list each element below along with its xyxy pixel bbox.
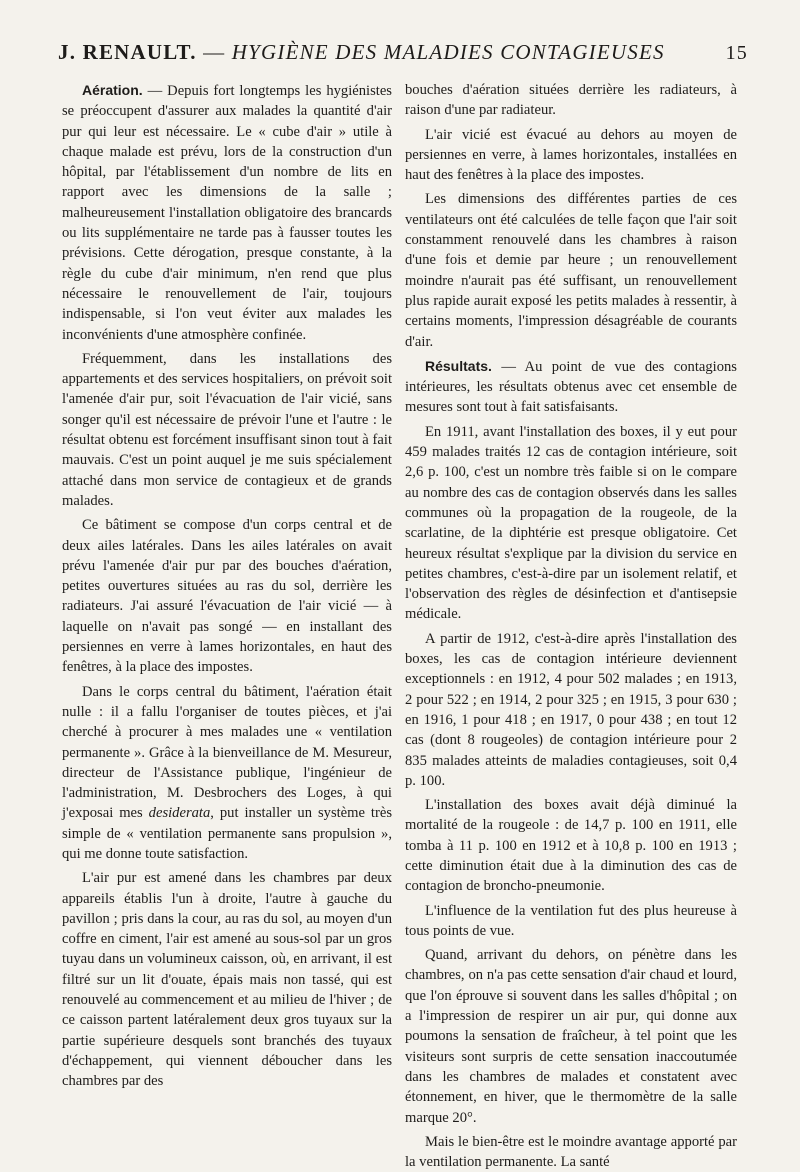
section-heading-resultats: Résultats. bbox=[425, 357, 492, 374]
paragraph: L'air pur est amené dans les chambres par deux appareils établis l'un à droite, l'autre à gauche du pavillon ; pris dans la cour, au ras du sol, au moyen d'un coffre en ciment, l'air est amené au sous-sol par un gros tuyau dans un volumineux caisson, où, en arrivant, il est filtré sur un lit d'ouate, épais mais non tassé, qui est renouvelé au commencement et au milieu de l'hiver ; de ce caisson partent latéralement deux gros tuyaux sur la partie supérieure desquels sont branchés des tuyaux d'échappement, qui viennent déboucher dans les chambres par des bbox=[62, 870, 392, 1090]
paragraph-text: , put installer un système très simple de « ventilation permanente sans propulsion », qui me donne toute satisfaction. bbox=[62, 805, 392, 862]
section-heading-aeration: Aération. bbox=[82, 82, 143, 98]
chapter-subject: HYGIÈNE DES MALADIES CONTAGIEUSES bbox=[231, 40, 665, 64]
running-header bbox=[58, 40, 748, 65]
paragraph-aeration bbox=[62, 80, 392, 345]
paragraph: Fréquemment, dans les installations des appartements et des services hospitaliers, on prévoit soit l'amenée d'air pur, soit l'évacuation de l'air vicié, sans songer qu'il est nécessaire de prévoir l'une et l'autre : le résultat obtenu est forcément insuffisant sinon tout à fait mauvais. C'est un point auquel je me suis spécialement attaché dans mon service de contagieux et de grands malades. bbox=[62, 350, 392, 509]
paragraph: Ce bâtiment se compose d'un corps central et de deux ailes latérales. Dans les ailes latérales on avait prévu l'amenée d'air pur par des bouches d'aération, petites ouvertures situées au ras du sol, derrière les radiateurs. J'ai assuré l'évacuation de l'air vicié — à laquelle on n'avait pas songé — en installant des persiennes en verre à lames horizontales, en haut des fenêtres, à la place des impostes. bbox=[62, 517, 392, 676]
paragraph-continued: bouches d'aération situées derrière les radiateurs, à raison d'une par radiateur. bbox=[405, 82, 737, 119]
paragraph: L'air vicié est évacué au dehors au moyen de persiennes en verre, à lames horizontales, installées en haut des fenêtres à la place des impostes. bbox=[405, 126, 737, 184]
paragraph-text: Dans le corps central du bâtiment, l'aération était nulle : il a fallu l'organiser de toutes pièces, et j'ai cherché à procurer à mes malades une « ventilation permanente ». Grâce à la bienveillance de M. Mesureur, directeur de l'Assistance publique, l'ingénieur de l'administration, M. Desbrochers des Loges, à qui j'exposai mes bbox=[62, 683, 392, 822]
emphasis-term: desiderata bbox=[148, 805, 211, 822]
right-column bbox=[405, 80, 737, 1171]
paragraph: L'influence de la ventilation fut des plus heureuse à tous points de vue. bbox=[405, 902, 737, 939]
paragraph bbox=[62, 682, 392, 865]
running-title bbox=[58, 40, 665, 65]
title-separator: — bbox=[196, 40, 232, 64]
paragraph: A partir de 1912, c'est-à-dire après l'installation des boxes, les cas de contagion intérieure deviennent exceptionnels : en 1912, 4 pour 502 malades ; en 1913, 2 pour 522 ; en 1914, 2 pour 325 ; en 1915, 3 pour 630 ; en 1916, 1 pour 418 ; en 1917, 0 pour 438 ; en tout 12 cas (dont 8 rougeoles) de contagion intérieure pour 2 835 malades atteints de maladies contagieuses, soit 0,4 p. 100. bbox=[405, 630, 737, 789]
paragraph: L'installation des boxes avait déjà diminué la mortalité de la rougeole : de 14,7 p. 100 en 1911, elle tomba à 11 p. 100 en 1912 et à 10,8 p. 100 en 1913 ; cette diminution était due à la diminution des cas de contagion de broncho-pneumonie. bbox=[405, 797, 737, 895]
paragraph-text: — Au point de vue des contagions intérieures, les résultats obtenus avec cet ensemble de mesures sont tout à fait satisfaisants. bbox=[405, 358, 737, 416]
page-number: 15 bbox=[725, 42, 748, 64]
paragraph: En 1911, avant l'installation des boxes, il y eut pour 459 malades traités 12 cas de contagion intérieure, soit 2,6 p. 100, c'est un nombre très faible si on le compare au nombre des cas de contagion observés dans les salles communes où la propagation de la rougeole, de la scarlatine, de la diphtérie est presque obligatoire. Cet heureux résultat s'explique par la division du service en petites chambres, c'est-à-dire par un isolement relatif, et l'observation des règles de désinfection et d'antisepsie médicale. bbox=[405, 423, 737, 623]
paragraph: Les dimensions des différentes parties de ces ventilateurs ont été calculées de telle façon que l'air soit constamment renouvelé dans les chambres à raison d'une fois et demie par heure ; un renouvellement moindre n'aurait pas été suffisant, un renouvellement plus rapide aurait exposé les petits malades à ressentir, à certains moments, l'impression désagréable de courants d'air. bbox=[405, 191, 737, 350]
left-column bbox=[62, 80, 392, 1130]
author-name: J. RENAULT. bbox=[58, 40, 197, 64]
paragraph: Mais le bien-être est le moindre avantage apporté par la ventilation permanente. La santé bbox=[405, 1133, 737, 1171]
paragraph-text: — Depuis fort longtemps les hygiénistes se préoccupent d'assurer aux malades la quantité d'air pur qui leur est nécessaire. Le « cube d'air » utile à chaque malade est prévu, lors de la construction d'un hôpital, par l'établissement d'un nombre de lits en rapport avec les dimensions de la salle ; malheureusement l'installation obligatoire des brancards ou lits supplémentaire ne tarde pas à fausser toutes les prévisions. Cette dérogation, presque constante, à la règle du cube d'air minimum, n'en rend que plus nécessaire le renouvellement de l'air, toujours indispensable, si l'on veut éviter aux malades les inconvénients d'une atmosphère confinée. bbox=[62, 83, 392, 343]
paragraph: Quand, arrivant du dehors, on pénètre dans les chambres, on n'a pas cette sensation d'air chaud et lourd, que l'on éprouve si souvent dans les salles d'hôpital ; on a l'impression de respirer un air pur, qui donne aux poumons la sensation de fraîcheur, à tel point que les visiteurs sont surpris de cette sensation inaccoutumée dans les chambres de malades et constatent avec étonnement, en hiver, que le thermomètre de la salle marque 20°. bbox=[405, 947, 737, 1126]
paragraph-resultats bbox=[405, 356, 737, 418]
